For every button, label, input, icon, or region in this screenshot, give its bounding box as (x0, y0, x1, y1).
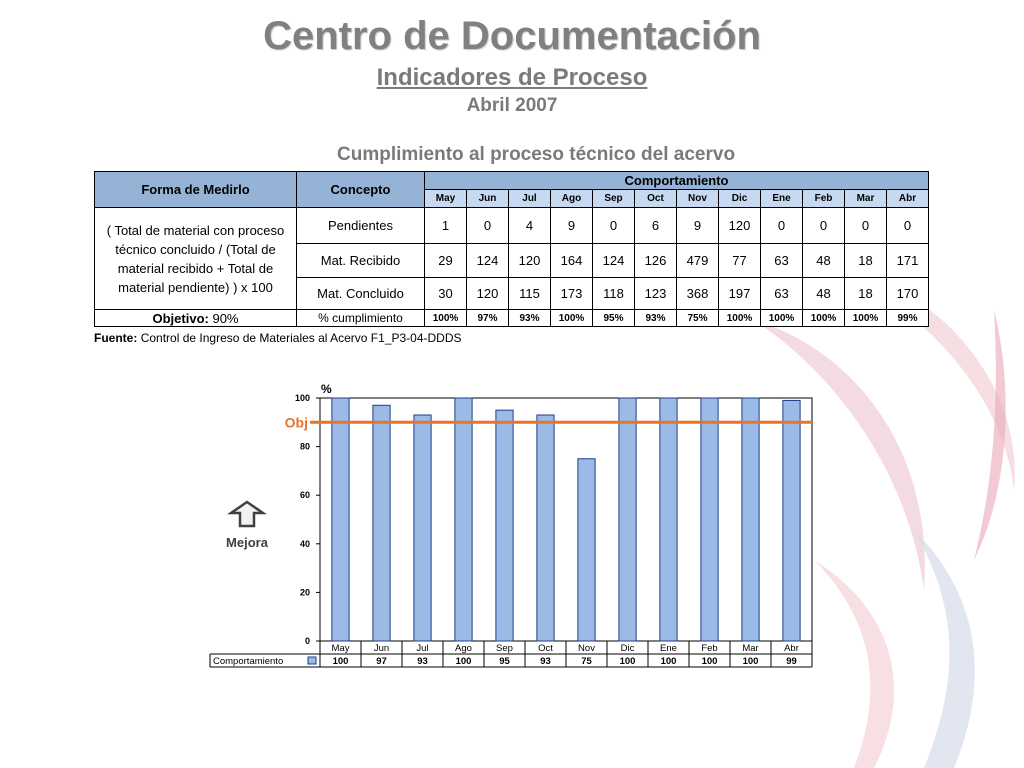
objective-label: Objetivo: (152, 310, 209, 326)
row-label-mat-concluido: Mat. Concluido (297, 278, 425, 310)
month-header: Dic (719, 190, 761, 208)
table-cell: 124 (593, 244, 635, 278)
bar (414, 415, 431, 641)
table-cell: 197 (719, 278, 761, 310)
pct-cell: 93% (509, 310, 551, 327)
legend-series-name: Comportamiento (213, 656, 284, 667)
data-label: 100 (455, 656, 472, 667)
row-label-pendientes: Pendientes (297, 208, 425, 244)
source-note (94, 331, 462, 345)
x-tick-label: Ago (455, 643, 472, 654)
pct-cell: 100% (761, 310, 803, 327)
objective-label: Obj (284, 414, 308, 431)
month-header: Nov (677, 190, 719, 208)
y-tick-label: 40 (299, 538, 310, 549)
bar (742, 398, 759, 641)
month-header: Ago (551, 190, 593, 208)
pct-cell: 100% (803, 310, 845, 327)
table-cell: 171 (887, 244, 929, 278)
x-tick-label: Jun (373, 643, 390, 654)
data-label: 100 (742, 656, 759, 667)
pct-cell: 75% (677, 310, 719, 327)
pct-cell: 97% (467, 310, 509, 327)
table-title: Cumplimiento al proceso técnico del acervo (337, 144, 736, 165)
table-cell: 77 (719, 244, 761, 278)
month-header: Sep (593, 190, 635, 208)
header-concepto: Concepto (297, 172, 425, 208)
data-label: 93 (417, 656, 428, 667)
data-label: 93 (540, 656, 551, 667)
table-cell: 63 (761, 244, 803, 278)
month-header: Abr (887, 190, 929, 208)
table-cell: 6 (635, 208, 677, 244)
table-cell: 1 (425, 208, 467, 244)
header-forma-de-medirlo: Forma de Medirlo (95, 172, 297, 208)
data-label: 100 (332, 656, 349, 667)
page-title: Centro de Documentación (263, 14, 761, 58)
table-cell: 9 (551, 208, 593, 244)
bar (537, 415, 554, 641)
bar (701, 398, 718, 641)
table-cell: 30 (425, 278, 467, 310)
table-cell: 9 (677, 208, 719, 244)
bar (332, 398, 349, 641)
x-tick-label: Mar (742, 643, 759, 654)
month-header: Ene (761, 190, 803, 208)
y-tick-label: 0 (304, 636, 310, 646)
month-header: Jul (509, 190, 551, 208)
bar (660, 398, 677, 641)
data-label: 75 (581, 656, 592, 667)
mejora-label: Mejora (226, 535, 268, 550)
table-cell: 126 (635, 244, 677, 278)
month-header: Jun (467, 190, 509, 208)
formula-description: ( Total de material con proceso técnico concluido / (Total de material recibido + Total de material pendiente) ) x 100 (95, 208, 297, 310)
x-tick-label: May (331, 643, 350, 654)
y-tick-label: 100 (294, 393, 310, 403)
pct-cell: 100% (719, 310, 761, 327)
legend-swatch (308, 657, 316, 664)
x-tick-label: Ene (660, 643, 677, 654)
x-tick-label: Sep (496, 643, 513, 654)
header-comportamiento: Comportamiento (425, 172, 929, 190)
table-cell: 124 (467, 244, 509, 278)
table-cell: 48 (803, 278, 845, 310)
table-cell: 0 (803, 208, 845, 244)
table-cell: 0 (887, 208, 929, 244)
data-label: 97 (376, 656, 387, 667)
table-cell: 170 (887, 278, 929, 310)
table-cell: 0 (467, 208, 509, 244)
table-cell: 18 (845, 244, 887, 278)
table-cell: 48 (803, 244, 845, 278)
data-label: 95 (499, 656, 510, 667)
month-header: Mar (845, 190, 887, 208)
y-tick-label: 80 (299, 441, 310, 452)
table-cell: 120 (467, 278, 509, 310)
bar (783, 400, 800, 641)
month-header: Oct (635, 190, 677, 208)
data-label: 99 (786, 656, 797, 667)
table-cell: 115 (509, 278, 551, 310)
pct-cell: 100% (551, 310, 593, 327)
month-header: Feb (803, 190, 845, 208)
table-cell: 0 (845, 208, 887, 244)
bar (496, 410, 513, 641)
indicator-table (94, 171, 929, 327)
y-axis-label: % (321, 382, 332, 396)
table-cell: 4 (509, 208, 551, 244)
page-subtitle: Indicadores de Proceso (376, 64, 648, 91)
bar (578, 459, 595, 641)
month-header: May (425, 190, 467, 208)
source-label: Fuente: (94, 331, 138, 345)
compliance-bar-chart (205, 378, 815, 678)
table-cell: 18 (845, 278, 887, 310)
source-text: Control de Ingreso de Materiales al Acervo F1_P3-04-DDDS (140, 331, 462, 345)
pct-cell: 100% (425, 310, 467, 327)
y-tick-label: 20 (299, 587, 310, 598)
objective-cell (95, 310, 297, 327)
y-tick-label: 60 (299, 490, 310, 501)
bar (373, 405, 390, 641)
objective-value: 90% (212, 310, 239, 326)
x-tick-label: Oct (538, 643, 553, 654)
table-cell: 63 (761, 278, 803, 310)
table-cell: 368 (677, 278, 719, 310)
table-cell: 164 (551, 244, 593, 278)
table-cell: 0 (593, 208, 635, 244)
table-cell: 123 (635, 278, 677, 310)
table-cell: 120 (719, 208, 761, 244)
x-tick-label: Dic (620, 643, 635, 654)
data-label: 100 (619, 656, 636, 667)
x-tick-label: Jul (416, 643, 429, 654)
x-tick-label: Feb (701, 643, 718, 654)
pct-cell: 95% (593, 310, 635, 327)
row-label-mat-recibido: Mat. Recibido (297, 244, 425, 278)
table-cell: 29 (425, 244, 467, 278)
report-date: Abril 2007 (466, 95, 558, 116)
row-label-pct-cumplimiento: % cumplimiento (297, 310, 425, 327)
data-label: 100 (701, 656, 718, 667)
table-cell: 479 (677, 244, 719, 278)
table-cell: 0 (761, 208, 803, 244)
pct-cell: 100% (845, 310, 887, 327)
table-cell: 173 (551, 278, 593, 310)
table-cell: 118 (593, 278, 635, 310)
x-tick-label: Nov (578, 643, 595, 654)
table-cell: 120 (509, 244, 551, 278)
bar (619, 398, 636, 641)
plot-area (320, 398, 812, 641)
pct-cell: 99% (887, 310, 929, 327)
bar (455, 398, 472, 641)
pct-cell: 93% (635, 310, 677, 327)
data-label: 100 (660, 656, 677, 667)
x-tick-label: Abr (784, 643, 799, 654)
